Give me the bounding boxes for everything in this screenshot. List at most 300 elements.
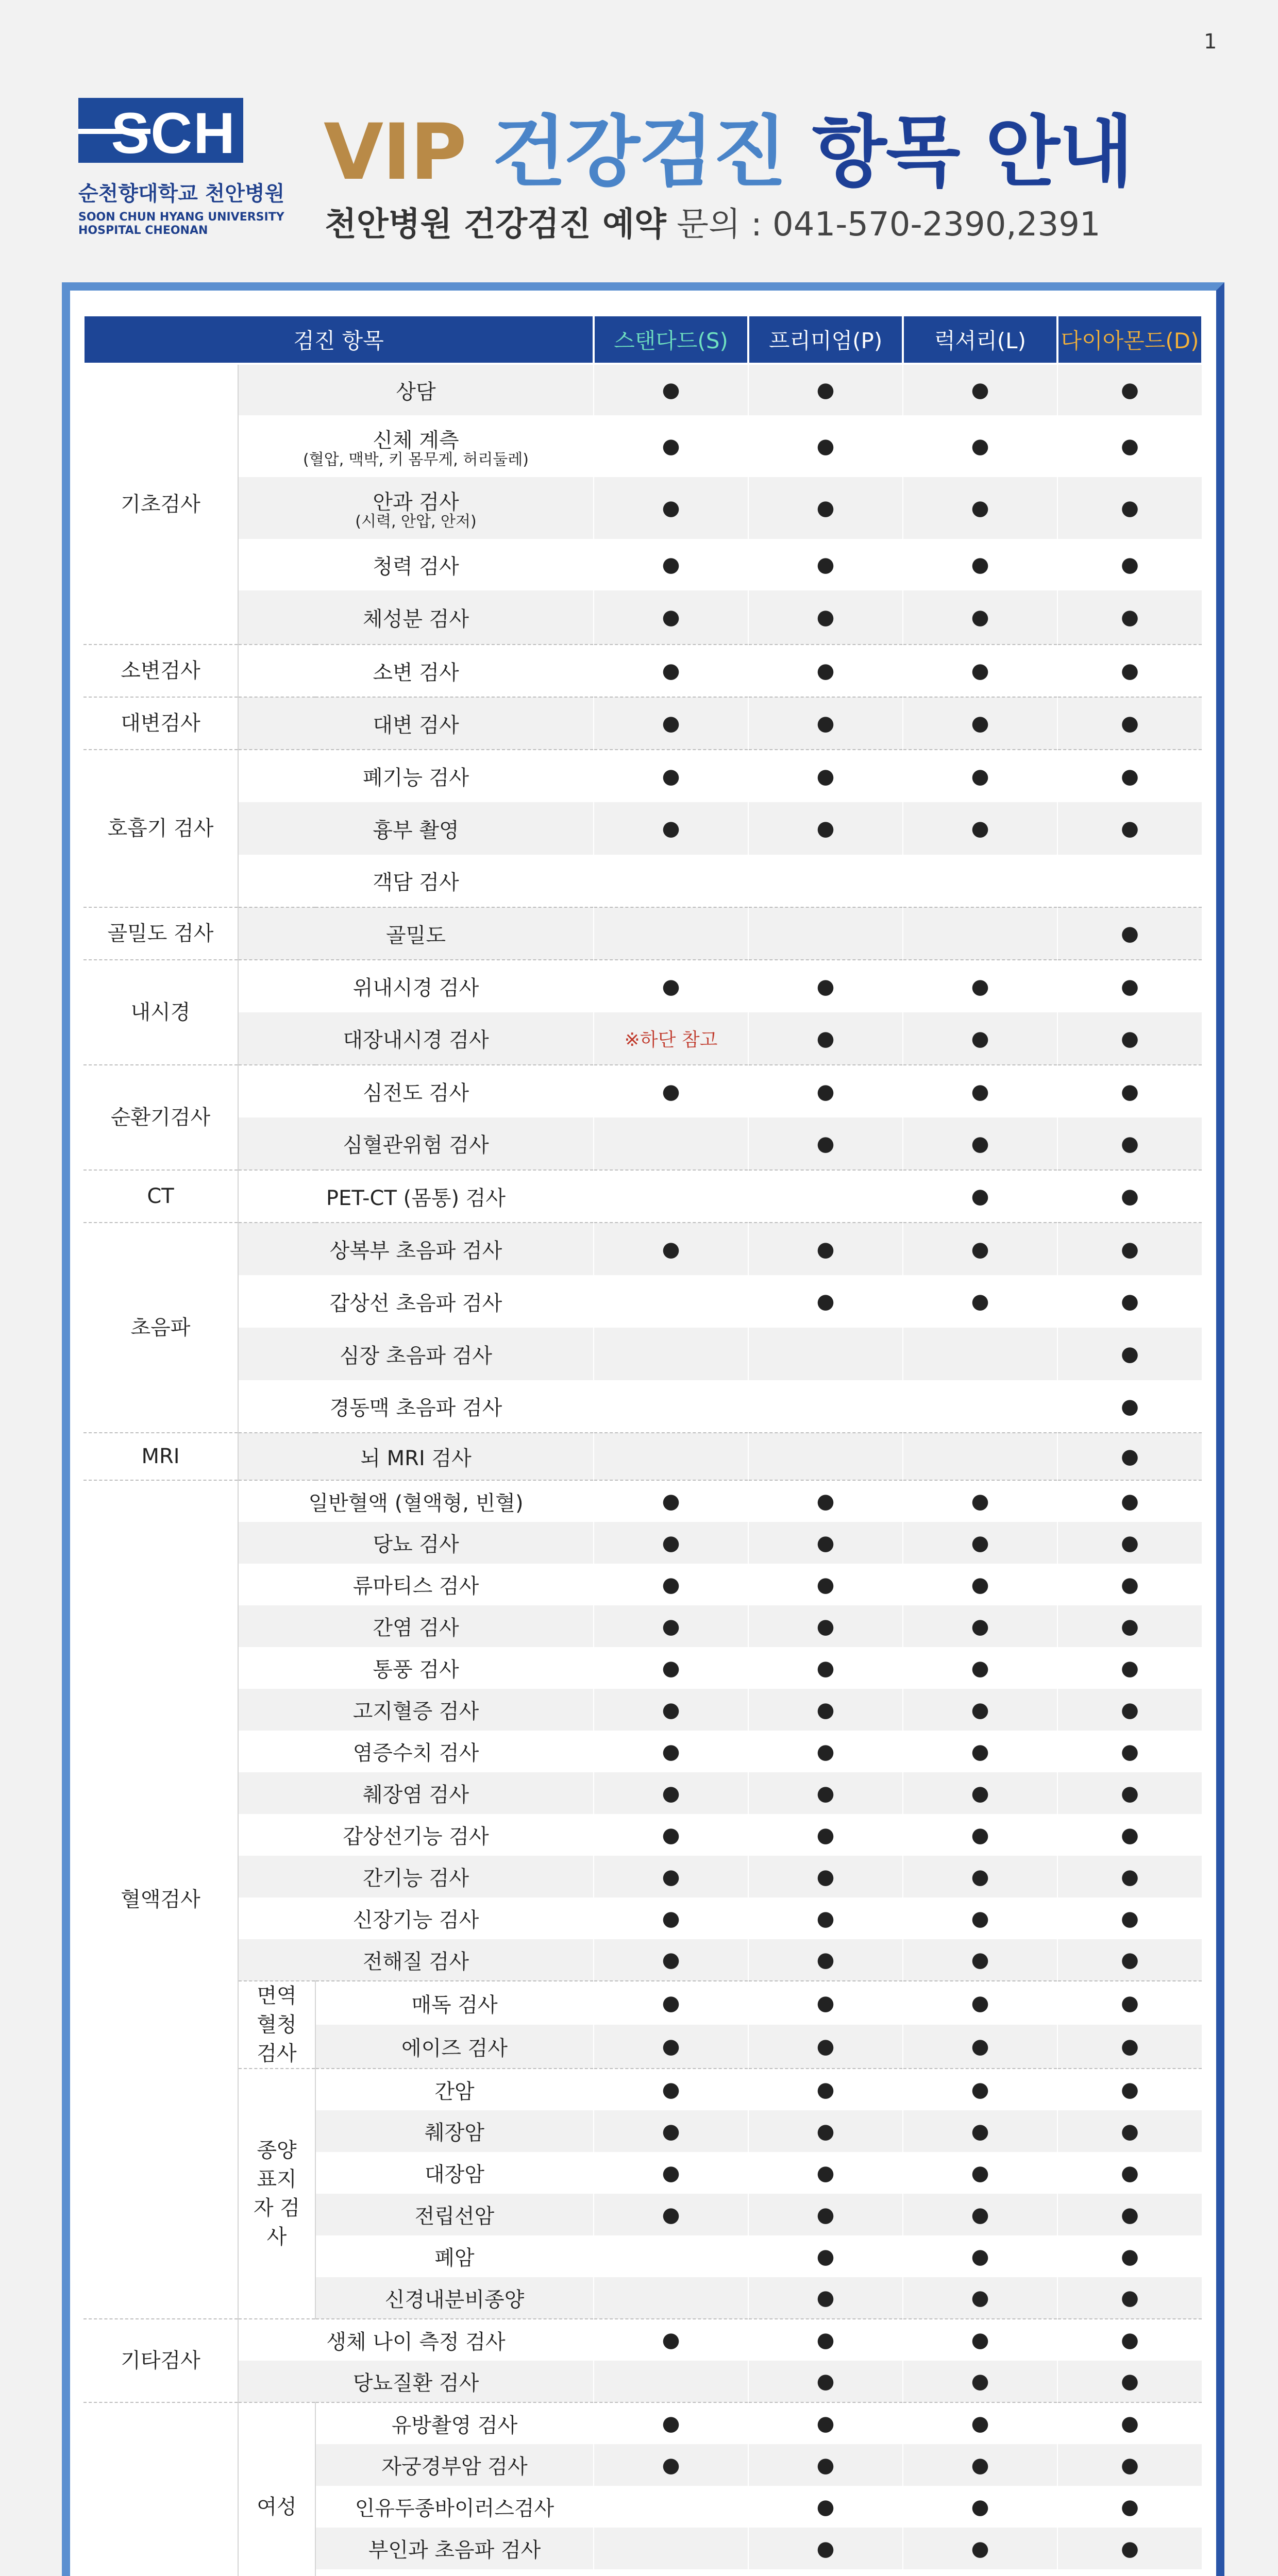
mark-cell (594, 1170, 748, 1223)
mark-cell: ● (748, 1689, 903, 1731)
mark-cell: ● (903, 2235, 1057, 2277)
mark-cell (594, 2528, 748, 2569)
mark-cell (594, 2569, 748, 2576)
table-row (83, 750, 1202, 802)
mark-cell: ● (1057, 750, 1202, 802)
mark-cell: ● (1057, 539, 1202, 590)
mark-cell: ● (594, 2069, 748, 2110)
mark-cell: ● (903, 2486, 1057, 2528)
mark-cell: ● (903, 2361, 1057, 2402)
mark-cell: ● (903, 2528, 1057, 2569)
header-diamond: 다이아몬드(D) (1057, 315, 1202, 364)
mark-cell (748, 907, 903, 960)
mark-cell: ● (748, 415, 903, 477)
item-cell: 췌장염 검사 (238, 1772, 594, 1814)
mark-cell: ● (1057, 2235, 1202, 2277)
mark-cell: ● (1057, 477, 1202, 539)
mark-cell (748, 855, 903, 907)
mark-cell: ● (748, 2402, 903, 2444)
mark-cell: ● (748, 1856, 903, 1897)
mark-cell: ● (1057, 645, 1202, 697)
item-cell: 전립선암 (315, 2194, 594, 2235)
item-cell: 심혈관위험 검사 (238, 1117, 594, 1170)
mark-cell: ● (594, 415, 748, 477)
item-cell: 경동맥 초음파 검사 (238, 1380, 594, 1433)
mark-cell: ● (594, 1814, 748, 1856)
mark-cell: ● (748, 1117, 903, 1170)
mark-cell: ● (903, 415, 1057, 477)
mark-cell (594, 2361, 748, 2402)
mark-cell (594, 1433, 748, 1480)
page-number: 1 (1204, 30, 1217, 54)
table-row (83, 960, 1202, 1012)
mark-cell: ● (748, 2528, 903, 2569)
mark-cell: ● (903, 1647, 1057, 1689)
item-cell: 상복부 초음파 검사 (238, 1223, 594, 1275)
mark-cell: ● (594, 1897, 748, 1939)
mark-cell: ● (1057, 2402, 1202, 2444)
sch-logo-mark: SCH (78, 98, 243, 163)
category-cell: 호흡기 검사 (83, 750, 238, 907)
mark-cell (594, 1012, 748, 1065)
category-cell: 소변검사 (83, 645, 238, 697)
mark-cell: ● (594, 1772, 748, 1814)
mark-cell: ● (1057, 907, 1202, 960)
category-cell: 혈액검사 (83, 1480, 238, 2319)
mark-cell: ● (1057, 1564, 1202, 1605)
reference-note: ※하단 참고 (624, 1029, 718, 1050)
mark-cell (748, 1433, 903, 1480)
mark-cell: ● (748, 1012, 903, 1065)
mark-cell: ● (903, 2402, 1057, 2444)
mark-cell: ● (748, 1065, 903, 1117)
mark-cell: ● (1057, 2110, 1202, 2152)
mark-cell: ● (1057, 1814, 1202, 1856)
category-cell: 기초검사 (83, 364, 238, 645)
mark-cell: ● (594, 1605, 748, 1647)
subcategory-cell: 종양표지자 검사 (238, 2069, 315, 2319)
item-cell: 신경내분비종양 (315, 2277, 594, 2319)
mark-cell: ● (1057, 1170, 1202, 1223)
item-cell: 간염 검사 (238, 1605, 594, 1647)
table-row (83, 1065, 1202, 1117)
item-cell: 고지혈증 검사 (238, 1689, 594, 1731)
table-row (83, 477, 1202, 539)
table-row (83, 1981, 1202, 2025)
mark-cell: ● (903, 590, 1057, 645)
item-cell: 간기능 검사 (238, 1856, 594, 1897)
table-row (83, 539, 1202, 590)
subcategory-cell: 여성 (238, 2402, 315, 2576)
mark-cell: ● (903, 1117, 1057, 1170)
item-cell: 갑상선 초음파 검사 (238, 1275, 594, 1328)
mark-cell: ● (1057, 802, 1202, 855)
mark-cell (594, 1328, 748, 1380)
item-cell: 인유두종바이러스검사 (315, 2486, 594, 2528)
page-title: VIP 건강검진 항목 안내 (324, 108, 1133, 197)
mark-cell: ● (748, 750, 903, 802)
mark-cell (594, 1380, 748, 1433)
mark-cell: ● (594, 590, 748, 645)
mark-cell: ● (748, 1772, 903, 1814)
item-cell: 유방촬영 검사 (315, 2402, 594, 2444)
subcategory-cell: 면역혈청 검사 (238, 1981, 315, 2069)
mark-cell: ● (903, 2110, 1057, 2152)
category-cell: 초음파 (83, 1223, 238, 1433)
item-cell: 심장 초음파 검사 (238, 1328, 594, 1380)
item-cell: 폐암 (315, 2235, 594, 2277)
item-cell: 대장내시경 검사 (238, 1012, 594, 1065)
mark-cell: ● (594, 477, 748, 539)
mark-cell: ● (903, 1522, 1057, 1564)
mark-cell: ● (594, 645, 748, 697)
item-cell: 매독 검사 (315, 1981, 594, 2025)
mark-cell: ● (748, 1275, 903, 1328)
hospital-logo (78, 98, 295, 238)
mark-cell: ● (903, 697, 1057, 750)
mark-cell: ● (594, 2319, 748, 2361)
table-row (83, 2402, 1202, 2444)
mark-cell: ● (1057, 415, 1202, 477)
mark-cell (903, 1328, 1057, 1380)
table-row (83, 1380, 1202, 1433)
mark-cell: ● (903, 1065, 1057, 1117)
header-item: 검진 항목 (83, 315, 594, 364)
mark-cell: ● (748, 697, 903, 750)
table-row (83, 1731, 1202, 1772)
mark-cell: ● (903, 1170, 1057, 1223)
item-cell: 류마티스 검사 (238, 1564, 594, 1605)
mark-cell: ● (1057, 1647, 1202, 1689)
item-cell: 객담 검사 (238, 855, 594, 907)
table-row (83, 1939, 1202, 1981)
mark-cell: ● (748, 2444, 903, 2486)
header-standard: 스탠다드(S) (594, 315, 748, 364)
mark-cell: ● (594, 1564, 748, 1605)
mark-cell: ● (748, 539, 903, 590)
mark-cell: ● (1057, 1689, 1202, 1731)
mark-cell: ● (748, 1939, 903, 1981)
mark-cell: ● (748, 1564, 903, 1605)
mark-cell: ● (748, 2235, 903, 2277)
item-cell: 생체 나이 측정 검사 (238, 2319, 594, 2361)
table-header-row (83, 315, 1202, 364)
mark-cell: ● (1057, 1433, 1202, 1480)
mark-cell: ● (903, 1814, 1057, 1856)
table-row (83, 1772, 1202, 1814)
mark-cell (748, 1380, 903, 1433)
mark-cell: ● (594, 2152, 748, 2194)
mark-cell: ● (1057, 1772, 1202, 1814)
mark-cell: ● (1057, 2444, 1202, 2486)
mark-cell: ● (748, 1605, 903, 1647)
mark-cell: ● (748, 645, 903, 697)
mark-cell: ● (1057, 1275, 1202, 1328)
table-row (83, 1170, 1202, 1223)
mark-cell: ● (748, 2319, 903, 2361)
mark-cell: ● (903, 2152, 1057, 2194)
mark-cell (1057, 2569, 1202, 2576)
mark-cell: ● (594, 1981, 748, 2025)
mark-cell: ● (594, 697, 748, 750)
mark-cell: ● (903, 802, 1057, 855)
mark-cell (594, 2277, 748, 2319)
mark-cell: ● (594, 1939, 748, 1981)
item-cell: 대변 검사 (238, 697, 594, 750)
checkup-items-table (82, 314, 1203, 2576)
item-cell: 골밀도 (238, 907, 594, 960)
mark-cell: ● (903, 1981, 1057, 2025)
mark-cell: ● (594, 2025, 748, 2069)
mark-cell: ● (903, 2025, 1057, 2069)
category-cell: 내시경 (83, 960, 238, 1065)
mark-cell (903, 907, 1057, 960)
table-row (83, 1897, 1202, 1939)
item-cell: 청력 검사 (238, 539, 594, 590)
item-cell: 당뇨 검사 (238, 1522, 594, 1564)
reservation-contact: 천안병원 건강검진 예약 문의 : 041-570-2390,2391 (325, 206, 1101, 244)
mark-cell: ● (903, 1275, 1057, 1328)
table-row (83, 1856, 1202, 1897)
mark-cell: ● (903, 960, 1057, 1012)
mark-cell: ● (903, 2194, 1057, 2235)
mark-cell: ● (594, 1856, 748, 1897)
table-row (83, 590, 1202, 645)
mark-cell: ● (1057, 1605, 1202, 1647)
table-row (83, 1564, 1202, 1605)
mark-cell: ● (1057, 1731, 1202, 1772)
mark-cell: ● (748, 960, 903, 1012)
table-row (83, 907, 1202, 960)
table-row (83, 855, 1202, 907)
item-cell: 일반혈액 (혈액형, 빈혈) (238, 1480, 594, 1522)
mark-cell: ● (1057, 1897, 1202, 1939)
category-cell: 골밀도 검사 (83, 907, 238, 960)
mark-cell: ● (748, 590, 903, 645)
mark-cell: ● (594, 2194, 748, 2235)
mark-cell: ● (1057, 2277, 1202, 2319)
mark-cell (594, 1275, 748, 1328)
mark-cell: ● (1057, 1117, 1202, 1170)
mark-cell: ● (1057, 1856, 1202, 1897)
mark-cell: ● (594, 802, 748, 855)
mark-cell: ● (903, 1856, 1057, 1897)
item-cell: 부인과 초음파 검사 (315, 2528, 594, 2569)
item-cell: 대장암 (315, 2152, 594, 2194)
mark-cell: ● (748, 477, 903, 539)
mark-cell: ● (903, 1480, 1057, 1522)
item-cell: 통풍 검사 (238, 1647, 594, 1689)
mark-cell: ● (748, 1480, 903, 1522)
category-cell: 대변검사 (83, 697, 238, 750)
mark-cell: ● (594, 2444, 748, 2486)
mark-cell (594, 1117, 748, 1170)
table-row (83, 2319, 1202, 2361)
mark-cell: ● (1057, 2025, 1202, 2069)
item-cell: 폐기능 검사 (238, 750, 594, 802)
mark-cell: ● (1057, 2486, 1202, 2528)
mark-cell: ● (748, 2110, 903, 2152)
mark-cell: ● (594, 1731, 748, 1772)
logo-korean-name: 순천향대학교 천안병원 (78, 182, 285, 206)
mark-cell: ● (594, 539, 748, 590)
mark-cell: ● (1057, 1981, 1202, 2025)
item-cell: 심전도 검사 (238, 1065, 594, 1117)
mark-cell: ● (748, 1522, 903, 1564)
item-cell: 간암 (315, 2069, 594, 2110)
mark-cell: ● (903, 539, 1057, 590)
mark-cell (594, 2486, 748, 2528)
mark-cell (903, 2569, 1057, 2576)
mark-cell: ● (903, 1223, 1057, 1275)
mark-cell (594, 855, 748, 907)
mark-cell: ● (903, 1689, 1057, 1731)
mark-cell: ● (594, 1223, 748, 1275)
item-cell: 상담 (238, 364, 594, 415)
item-cell: 체성분 검사 (238, 590, 594, 645)
item-cell: 갑상선기능 검사 (238, 1814, 594, 1856)
mark-cell (903, 855, 1057, 907)
mark-cell (594, 2235, 748, 2277)
table-row (83, 1012, 1202, 1065)
mark-cell: ● (903, 1564, 1057, 1605)
table-row (83, 1223, 1202, 1275)
category-cell: 기타검사 (83, 2319, 238, 2402)
mark-cell (903, 1380, 1057, 1433)
table-row (83, 1689, 1202, 1731)
mark-cell: ● (748, 1647, 903, 1689)
category-cell (83, 2402, 238, 2576)
table-row (83, 1814, 1202, 1856)
mark-cell: ● (903, 364, 1057, 415)
mark-cell: ● (1057, 2319, 1202, 2361)
mark-cell: ● (1057, 960, 1202, 1012)
mark-cell: ● (1057, 1480, 1202, 1522)
item-cell: 신장기능 검사 (238, 1897, 594, 1939)
mark-cell: ● (748, 2277, 903, 2319)
category-cell: MRI (83, 1433, 238, 1480)
mark-cell: ● (594, 2110, 748, 2152)
item-cell: 에이즈 검사 (315, 2025, 594, 2069)
item-cell: PET-CT (몸통) 검사 (238, 1170, 594, 1223)
table-row (83, 1117, 1202, 1170)
mark-cell: ● (748, 2361, 903, 2402)
mark-cell: ● (903, 1897, 1057, 1939)
mark-cell: ● (903, 750, 1057, 802)
mark-cell: ● (903, 2277, 1057, 2319)
mark-cell: ● (748, 1223, 903, 1275)
table-row (83, 2069, 1202, 2110)
item-cell: 염증수치 검사 (238, 1731, 594, 1772)
mark-cell: ● (1057, 2361, 1202, 2402)
table-row (83, 1647, 1202, 1689)
item-cell: 흉부 촬영 (238, 802, 594, 855)
table-row (83, 2361, 1202, 2402)
header-luxury: 럭셔리(L) (903, 315, 1057, 364)
mark-cell: ● (1057, 2194, 1202, 2235)
mark-cell (1057, 855, 1202, 907)
category-cell: 순환기검사 (83, 1065, 238, 1170)
table-row (83, 697, 1202, 750)
mark-cell: ● (903, 645, 1057, 697)
mark-cell: ● (748, 2152, 903, 2194)
table-row (83, 415, 1202, 477)
mark-cell: ● (748, 2486, 903, 2528)
mark-cell: ● (1057, 2528, 1202, 2569)
item-cell: 소변 검사 (238, 645, 594, 697)
mark-cell (748, 1170, 903, 1223)
mark-cell: ● (748, 364, 903, 415)
item-cell: 안과 검사 (시력, 안압, 안저) (238, 477, 594, 539)
mark-cell: ● (594, 1480, 748, 1522)
mark-cell: ● (1057, 1065, 1202, 1117)
mark-cell: ● (903, 477, 1057, 539)
mark-cell (903, 1433, 1057, 1480)
mark-cell: ● (1057, 1939, 1202, 1981)
mark-cell: ● (748, 2025, 903, 2069)
table-row (83, 1605, 1202, 1647)
mark-cell: ● (1057, 1522, 1202, 1564)
mark-cell: ● (1057, 2152, 1202, 2194)
mark-cell: ● (903, 1939, 1057, 1981)
mark-cell: ● (594, 1065, 748, 1117)
mark-cell: ● (594, 1647, 748, 1689)
header-premium: 프리미엄(P) (748, 315, 903, 364)
table-row (83, 1328, 1202, 1380)
item-cell: 췌장암 (315, 2110, 594, 2152)
mark-cell: ● (903, 2444, 1057, 2486)
mark-cell: ● (748, 802, 903, 855)
mark-cell (748, 2569, 903, 2576)
mark-cell: ● (594, 364, 748, 415)
mark-cell: ● (1057, 590, 1202, 645)
category-cell: CT (83, 1170, 238, 1223)
mark-cell: ● (748, 1731, 903, 1772)
item-cell: 뇌 MRI 검사 (238, 1433, 594, 1480)
mark-cell: ● (903, 1605, 1057, 1647)
mark-cell: ● (903, 2319, 1057, 2361)
logo-english-name: SOON CHUN HYANG UNIVERSITY HOSPITAL CHEONAN (78, 211, 284, 237)
mark-cell: ● (903, 2069, 1057, 2110)
mark-cell (594, 907, 748, 960)
mark-cell: ● (594, 2402, 748, 2444)
mark-cell: ● (1057, 1012, 1202, 1065)
mark-cell: ● (903, 1012, 1057, 1065)
mark-cell: ● (1057, 364, 1202, 415)
item-cell (315, 2569, 594, 2576)
mark-cell: ● (594, 1689, 748, 1731)
mark-cell: ● (1057, 697, 1202, 750)
mark-cell: ● (594, 1522, 748, 1564)
table-row (83, 1480, 1202, 1522)
mark-cell: ● (1057, 2069, 1202, 2110)
mark-cell: ● (1057, 1380, 1202, 1433)
table-row (83, 645, 1202, 697)
mark-cell: ● (748, 1814, 903, 1856)
mark-cell: ● (1057, 1328, 1202, 1380)
mark-cell: ● (748, 1981, 903, 2025)
item-cell: 전해질 검사 (238, 1939, 594, 1981)
table-row (83, 1275, 1202, 1328)
table-row (83, 1522, 1202, 1564)
mark-cell (748, 1328, 903, 1380)
table-row (83, 802, 1202, 855)
item-cell: 신체 계측 (혈압, 맥박, 키 몸무게, 허리둘레) (238, 415, 594, 477)
mark-cell: ● (1057, 1223, 1202, 1275)
mark-cell: ● (748, 1897, 903, 1939)
table-row (83, 364, 1202, 415)
mark-cell: ● (594, 750, 748, 802)
